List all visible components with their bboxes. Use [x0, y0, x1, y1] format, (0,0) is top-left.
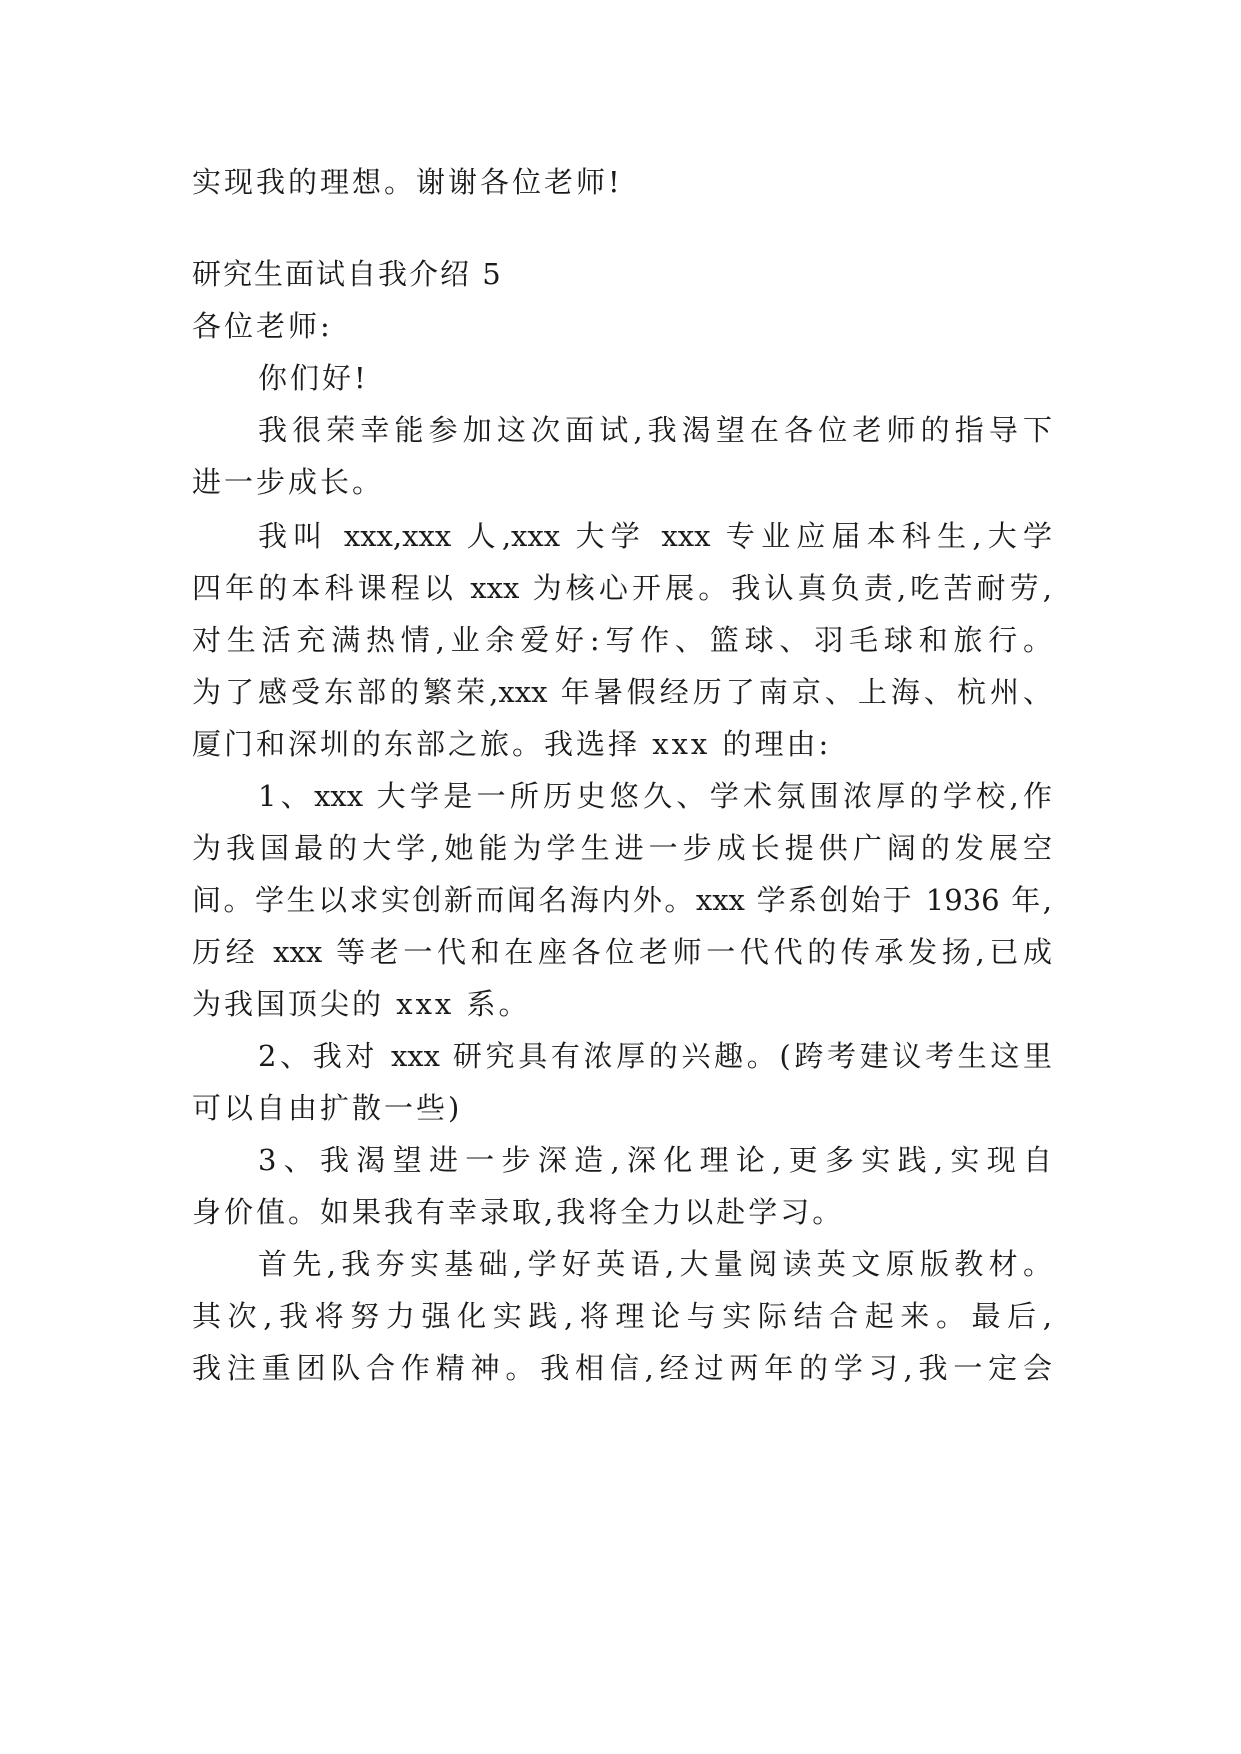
salutation: 各位老师:: [192, 309, 333, 343]
paragraph-2-line-1: 我叫 xxx,xxx 人,xxx 大学 xxx 专业应届本科生,大学: [258, 519, 1052, 553]
reason-1-line-3: 间。学生以求实创新而闻名海内外。xxx 学系创始于 1936 年,: [192, 883, 1052, 917]
reason-1-line-5: 为我国顶尖的 xxx 系。: [192, 987, 531, 1021]
paragraph-1-line-1: 我很荣幸能参加这次面试,我渴望在各位老师的指导下: [258, 413, 1052, 447]
section-title: 研究生面试自我介绍 5: [192, 257, 503, 291]
reason-3-line-2: 身价值。如果我有幸录取,我将全力以赴学习。: [192, 1195, 845, 1229]
closing-line: 实现我的理想。谢谢各位老师!: [192, 165, 623, 199]
greeting: 你们好!: [258, 361, 369, 395]
reason-2-line-1: 2、我对 xxx 研究具有浓厚的兴趣。(跨考建议考生这里: [258, 1039, 1052, 1073]
plan-line-2: 其次,我将努力强化实践,将理论与实际结合起来。最后,: [192, 1299, 1052, 1333]
reason-2-line-2: 可以自由扩散一些): [192, 1091, 463, 1125]
paragraph-2-line-2: 四年的本科课程以 xxx 为核心开展。我认真负责,吃苦耐劳,: [192, 571, 1052, 605]
plan-line-1: 首先,我夯实基础,学好英语,大量阅读英文原版教材。: [258, 1247, 1052, 1281]
reason-3-line-1: 3、我渴望进一步深造,深化理论,更多实践,实现自: [258, 1143, 1052, 1177]
plan-line-3: 我注重团队合作精神。我相信,经过两年的学习,我一定会: [192, 1351, 1052, 1385]
paragraph-2-line-3: 对生活充满热情,业余爱好:写作、篮球、羽毛球和旅行。: [192, 623, 1052, 657]
reason-1-line-1: 1、xxx 大学是一所历史悠久、学术氛围浓厚的学校,作: [258, 779, 1052, 813]
reason-1-line-4: 历经 xxx 等老一代和在座各位老师一代代的传承发扬,已成: [192, 935, 1052, 969]
reason-1-line-2: 为我国最的大学,她能为学生进一步成长提供广阔的发展空: [192, 831, 1052, 865]
paragraph-2-line-4: 为了感受东部的繁荣,xxx 年暑假经历了南京、上海、杭州、: [192, 675, 1052, 709]
paragraph-1-line-2: 进一步成长。: [192, 465, 385, 499]
paragraph-2-line-5: 厦门和深圳的东部之旅。我选择 xxx 的理由:: [192, 727, 832, 761]
